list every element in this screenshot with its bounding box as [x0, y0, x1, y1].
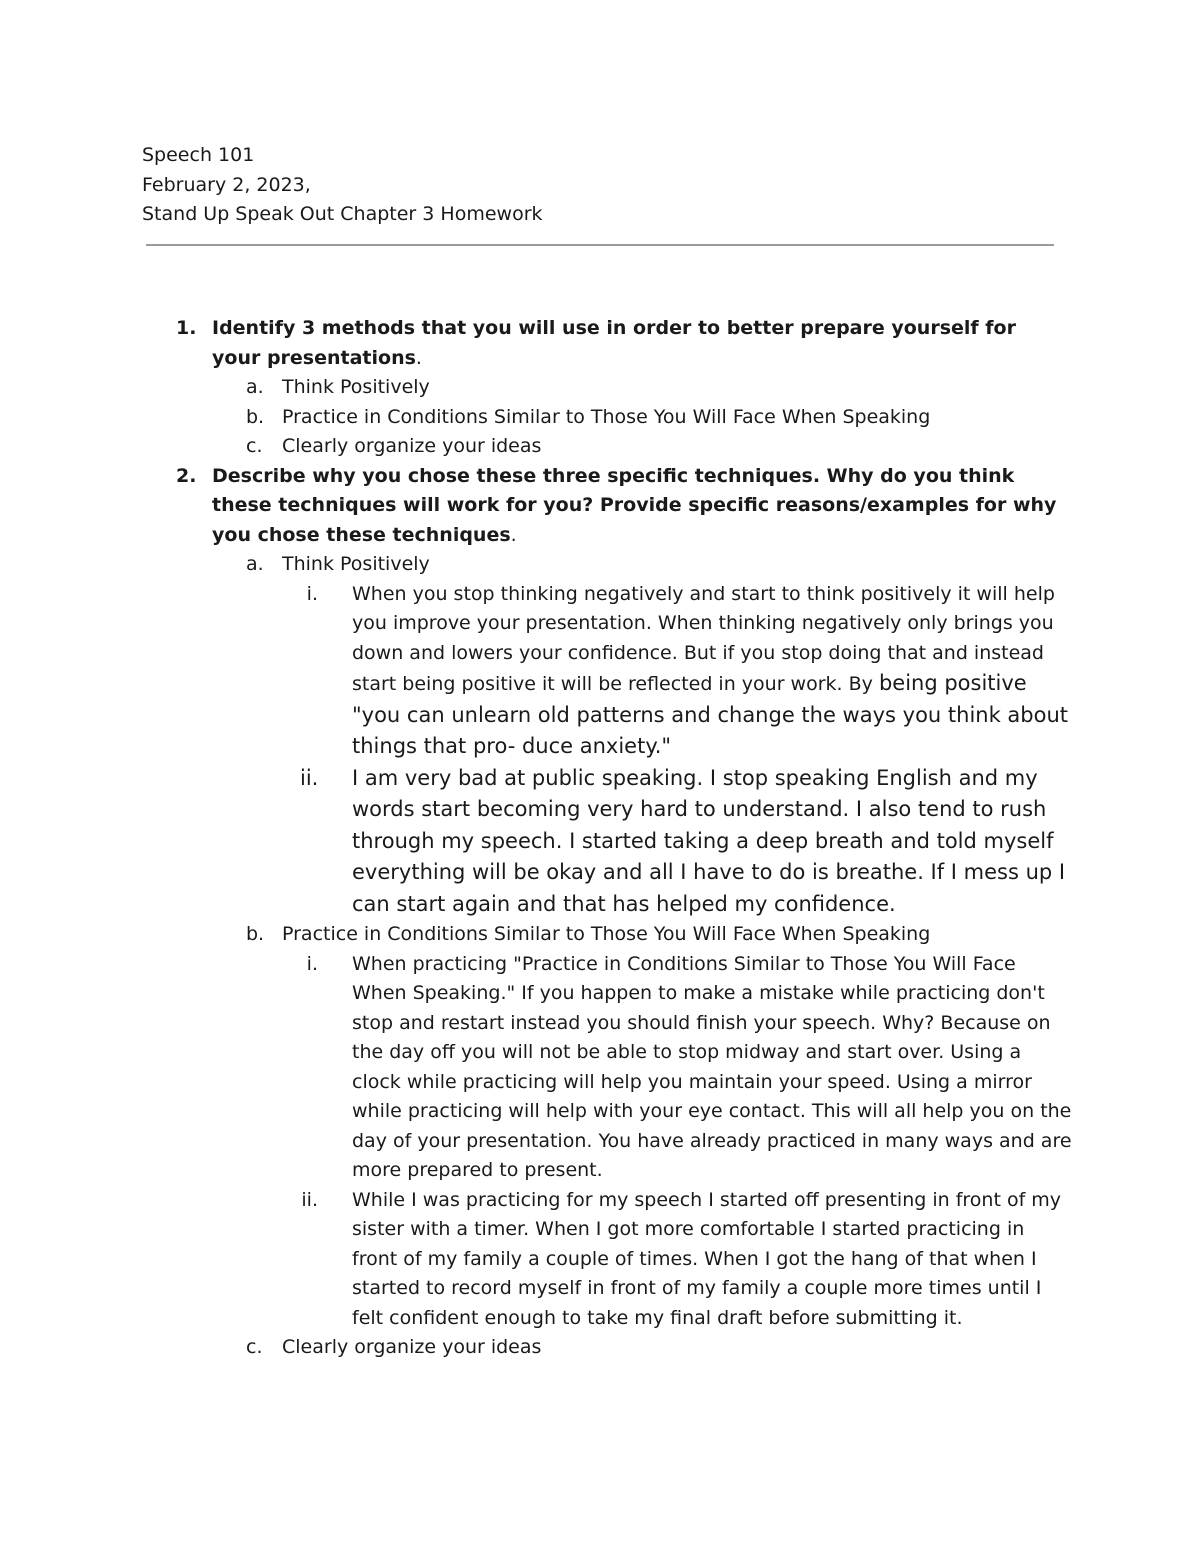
horizontal-rule [146, 244, 1054, 246]
section-marker: c. [246, 1336, 263, 1358]
answer-marker: b. [246, 405, 265, 428]
document-header [142, 141, 543, 230]
section-heading-text: Think Positively [282, 553, 430, 575]
reason-quote-text: being positive "you can unlearn old patterns and change the ways you think about things that pro- duce anxiety." [352, 671, 1069, 758]
reason-text: When practicing "Practice in Conditions Similar to Those You Will Face When Speaking." If you happen to make a mistake while practicing don't stop and restart instead you should finish your speech. Why? Because on the day off you will not be able to stop midway and start over. Using a clock while practicing will help you maintain your speed. Using a mirror while practicing will help with your eye contact. This will all help you on the day of your presentation. You have already practiced in many ways and are more prepared to present. [352, 952, 1072, 1181]
question-end: . [510, 523, 517, 546]
reason-text: I am very bad at public speaking. I stop speaking English and my words start becoming very hard to understand. I also tend to rush through my speech. I started taking a deep breath and told myself everything will be okay and all I have to do is breathe. If I mess up I can start again and that has helped my confidence. [352, 765, 1066, 916]
answer-item [0, 432, 1200, 462]
question-text: Identify 3 methods that you will use in order to better prepare yourself for your presentations [212, 317, 1016, 369]
reason-text: While I was practicing for my speech I started off presenting in front of my sister with a timer. When I got more comfortable I started practicing in front of my family a couple of times. When I got the hang of that when I started to record myself in front of my family a couple more times until I felt confident enough to take my final draft before submitting it. [352, 1188, 1062, 1329]
answer-item [0, 373, 1200, 403]
reason-item [0, 1186, 1200, 1334]
reason-marker: ii. [301, 1188, 318, 1211]
reason-text: When you stop thinking negatively and start to think positively it will help you improve your presentation. When thinking negatively only brings you down and lowers your confidence. But if you stop doing that and instead start being positive it will be reflected in your work. By [352, 582, 1055, 695]
section-heading [0, 920, 1200, 950]
reason-marker: i. [306, 952, 318, 975]
question-number: 2. [176, 464, 197, 487]
reason-marker: i. [306, 582, 318, 605]
reason-item [0, 763, 1200, 921]
answer-item [0, 403, 1200, 433]
document-date: February 2, 2023, [142, 173, 311, 196]
question-end: . [415, 346, 422, 369]
section-marker: b. [246, 923, 265, 945]
answer-text: Think Positively [282, 376, 430, 398]
section-heading-text: Clearly organize your ideas [282, 1336, 542, 1358]
section-marker: a. [246, 553, 264, 575]
document-title: Stand Up Speak Out Chapter 3 Homework [142, 203, 543, 225]
reason-marker: ii. [300, 765, 319, 790]
section-heading-text: Practice in Conditions Similar to Those You Will Face When Speaking [282, 923, 931, 945]
course-name: Speech 101 [142, 144, 255, 166]
question-number: 1. [176, 317, 197, 339]
reason-item [0, 580, 1200, 763]
question-2 [0, 462, 1200, 551]
answer-marker: a. [246, 376, 264, 398]
section-heading [0, 550, 1200, 580]
answer-marker: c. [246, 435, 263, 457]
question-text: Describe why you chose these three specific techniques. Why do you think these techniques will work for you? Provide specific reasons/examples for why you chose these techniques [212, 464, 1057, 546]
section-heading [0, 1333, 1200, 1363]
reason-item [0, 950, 1200, 1186]
answer-text: Clearly organize your ideas [282, 435, 542, 457]
answer-text: Practice in Conditions Similar to Those You Will Face When Speaking [282, 405, 931, 428]
question-1 [0, 314, 1200, 373]
homework-list [0, 314, 1200, 1363]
